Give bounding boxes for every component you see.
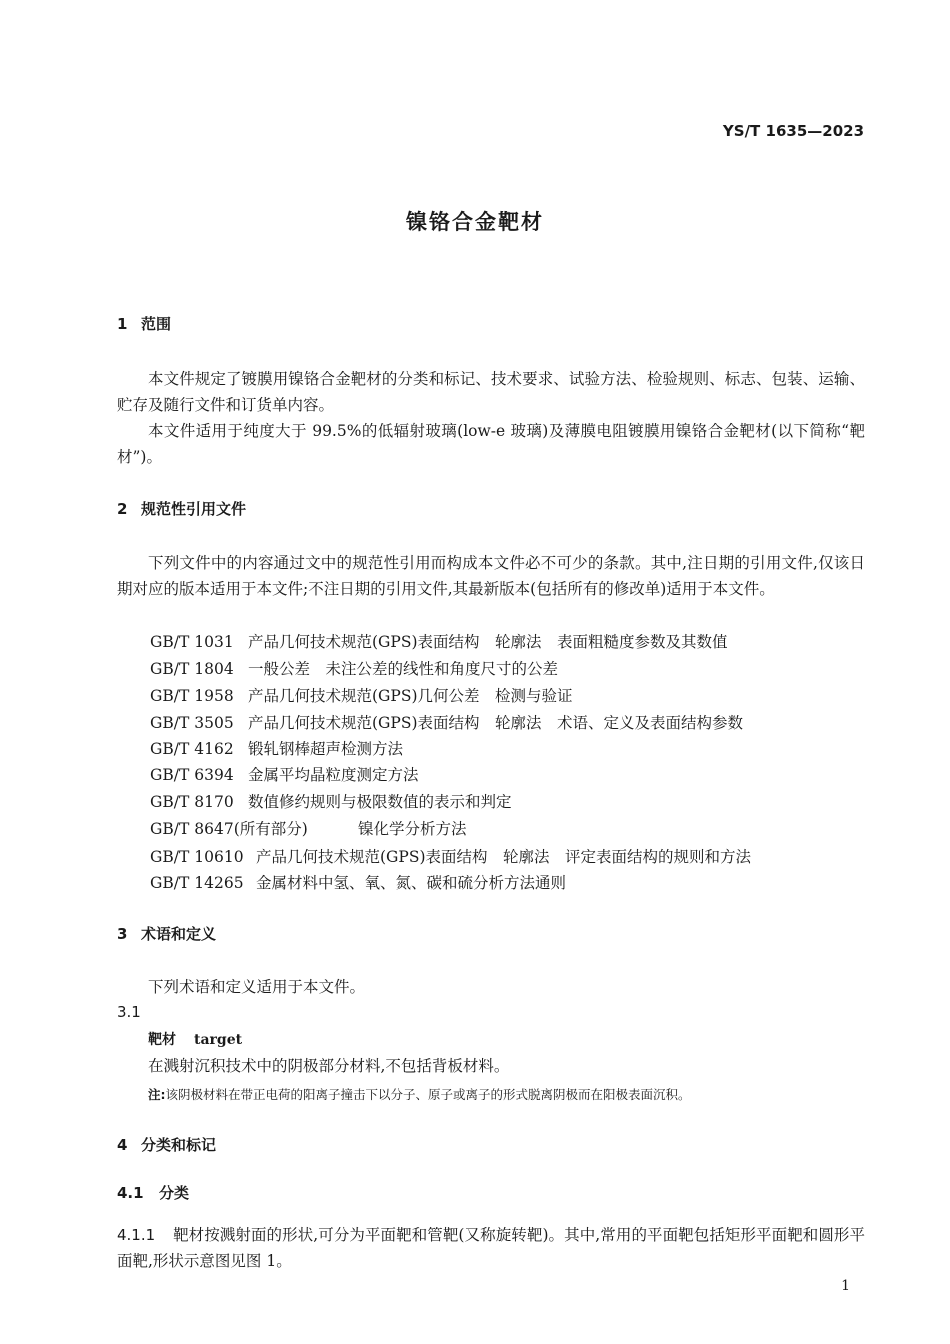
reference-title: 锻轧钢棒超声检测方法: [248, 740, 404, 758]
section-1-heading: [117, 313, 171, 334]
reference-item: [150, 845, 751, 867]
standard-code: YS/T 1635—2023: [722, 122, 864, 140]
reference-item: [150, 790, 512, 812]
reference-title: 一般公差 未注公差的线性和角度尺寸的公差: [248, 660, 559, 678]
section-3-heading: [117, 923, 216, 944]
section-4-number: 4: [117, 1136, 128, 1154]
section-1-number: 1: [117, 315, 128, 333]
reference-code: GB/T 6394: [150, 766, 234, 784]
document-title: 镍铬合金靶材: [406, 210, 544, 234]
clause-4-1-1: [117, 1222, 865, 1274]
reference-item: [150, 630, 728, 652]
reference-item: [150, 871, 566, 893]
reference-code: GB/T 14265: [150, 874, 244, 892]
reference-code: GB/T 1804: [150, 660, 234, 678]
section-1-title: 范围: [141, 315, 172, 333]
page-number: 1: [841, 1278, 850, 1294]
reference-code: GB/T 10610: [150, 848, 244, 866]
section-4-title: 分类和标记: [141, 1136, 217, 1154]
reference-code: GB/T 1958: [150, 687, 234, 705]
note-label: 注:: [148, 1087, 166, 1102]
reference-title: 产品几何技术规范(GPS)表面结构 轮廓法 评定表面结构的规则和方法: [256, 848, 752, 866]
reference-item: [150, 684, 573, 706]
reference-title: 数值修约规则与极限数值的表示和判定: [248, 793, 512, 811]
section-2-intro: 下列文件中的内容通过文中的规范性引用而构成本文件必不可少的条款。其中,注日期的引用文件,仅该日期对应的版本适用于本文件;不注日期的引用文件,其最新版本(包括所有的修改单)适用于本文件。: [117, 554, 865, 598]
section-2-title: 规范性引用文件: [141, 500, 247, 518]
section-1-para-1: 本文件规定了镀膜用镍铬合金靶材的分类和标记、技术要求、试验方法、检验规则、标志、包装、运输、贮存及随行文件和订货单内容。: [117, 370, 865, 414]
section-2-number: 2: [117, 500, 128, 518]
subsection-4-1-title: 分类: [159, 1184, 190, 1202]
subsection-4-1-number: 4.1: [117, 1184, 144, 1202]
term-note: [148, 1085, 691, 1103]
term-definition: 在溅射沉积技术中的阴极部分材料,不包括背板材料。: [148, 1057, 510, 1075]
reference-title: 产品几何技术规范(GPS)表面结构 轮廓法 表面粗糙度参数及其数值: [248, 633, 728, 651]
subsection-4-1-heading: [117, 1182, 189, 1203]
reference-title: 产品几何技术规范(GPS)表面结构 轮廓法 术语、定义及表面结构参数: [248, 714, 744, 732]
term-name-cn: 靶材: [148, 1032, 176, 1048]
reference-code: GB/T 8170: [150, 793, 234, 811]
reference-code: GB/T 4162: [150, 740, 234, 758]
section-3-number: 3: [117, 925, 128, 943]
reference-item: [150, 657, 558, 679]
reference-item: [150, 737, 403, 759]
reference-code: GB/T 1031: [150, 633, 234, 651]
section-1-para-2: 本文件适用于纯度大于 99.5%的低辐射玻璃(low-e 玻璃)及薄膜电阻镀膜用镍铬合金靶材(以下简称“靶材”)。: [117, 422, 865, 466]
note-text: 该阴极材料在带正电荷的阳离子撞击下以分子、原子或离子的形式脱离阴极而在阳极表面沉积。: [165, 1087, 691, 1102]
term-name-en: target: [194, 1032, 243, 1048]
term-name: [148, 1029, 242, 1049]
reference-title: 产品几何技术规范(GPS)几何公差 检测与验证: [248, 687, 573, 705]
reference-title: 金属材料中氢、氧、氮、碳和硫分析方法通则: [256, 874, 567, 892]
clause-4-1-1-number: 4.1.1: [117, 1226, 156, 1244]
section-3-title: 术语和定义: [141, 925, 217, 943]
clause-4-1-1-text: 靶材按溅射面的形状,可分为平面靶和管靶(又称旋转靶)。其中,常用的平面靶包括矩形平面靶和圆形平面靶,形状示意图见图 1。: [117, 1226, 865, 1270]
reference-item: [150, 817, 467, 839]
section-3-intro: 下列术语和定义适用于本文件。: [148, 978, 366, 996]
reference-title: 镍化学分析方法: [358, 820, 467, 838]
reference-item: [150, 763, 419, 785]
reference-item: [150, 711, 743, 733]
reference-code: GB/T 8647(所有部分): [150, 820, 308, 838]
section-2-heading: [117, 498, 246, 519]
reference-title: 金属平均晶粒度测定方法: [248, 766, 419, 784]
reference-code: GB/T 3505: [150, 714, 234, 732]
term-number: 3.1: [117, 1003, 141, 1021]
section-4-heading: [117, 1134, 216, 1155]
